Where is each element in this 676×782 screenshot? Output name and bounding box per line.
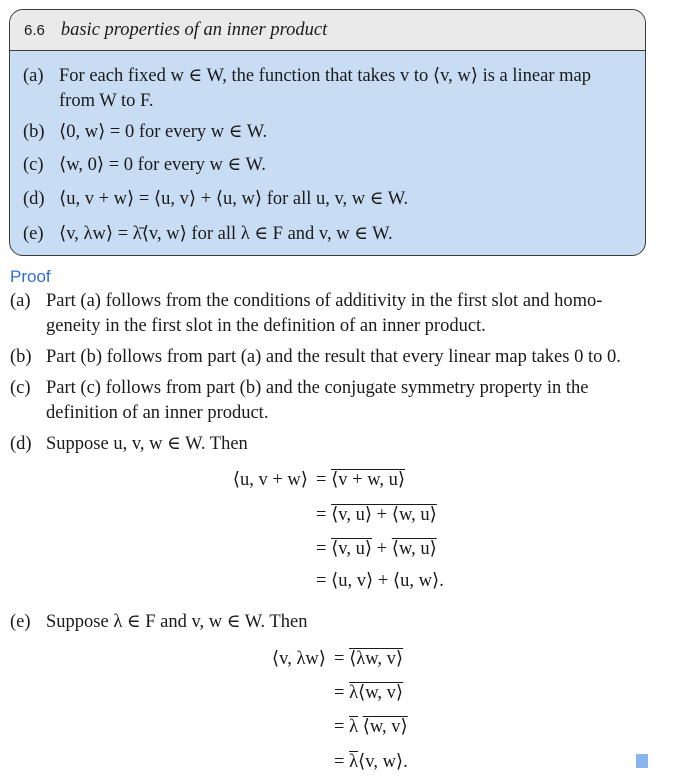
- proof-d-step-4: = ⟨u, v⟩ + ⟨u, w⟩.: [316, 571, 444, 591]
- theorem-item-e: (e) ⟨v, λw⟩ = λ̄⟨v, w⟩ for all λ ∈ F and v, w ∈ W.: [23, 224, 393, 244]
- proof-e-step-4: = $\overline{\lambda}⟨v$, w⟩.: [334, 752, 408, 772]
- qed-square-icon: [636, 754, 648, 768]
- proof-part-e-intro: (e) Suppose λ ∈ F and v, w ∈ W. Then: [10, 612, 308, 632]
- proof-d-step-1: = ⟨v + w, u⟩: [316, 470, 406, 490]
- theorem-box: [9, 9, 646, 256]
- proof-heading: Proof: [10, 267, 51, 286]
- theorem-item-b: (b) ⟨0, w⟩ = 0 for every w ∈ W.: [23, 122, 268, 142]
- proof-part-d-intro: (d) Suppose u, v, w ∈ W. Then: [10, 434, 248, 454]
- proof-e-lhs: ⟨v, λw⟩: [271, 649, 326, 669]
- theorem-item-c: (c) ⟨w, 0⟩ = 0 for every w ∈ W.: [23, 155, 266, 175]
- theorem-header: [10, 10, 645, 51]
- theorem-title: basic properties of an inner product: [60, 19, 328, 40]
- proof-part-c: (c) Part (c) follows from part (b) and the conjugate symmetry property in the definition of an inner product.: [10, 378, 589, 423]
- theorem-number: 6.6: [24, 21, 45, 39]
- proof-d-step-3: = ⟨v, u⟩ + ⟨w, u⟩: [316, 539, 437, 559]
- proof-part-b: (b) Part (b) follows from part (a) and the result that every linear map takes 0 to 0.: [10, 347, 621, 367]
- theorem-item-a: (a) For each fixed w ∈ W, the function that takes v to ⟨v, w⟩ is a linear map from W to F.: [23, 64, 635, 114]
- proof-e-step-3: = $\overline{\lambda}$ ⟨w, v⟩: [334, 717, 408, 737]
- theorem-item-a-line2: from W to F.: [59, 91, 154, 111]
- theorem-item-d: (d) ⟨u, v + w⟩ = ⟨u, v⟩ + ⟨u, w⟩ for all u, v, w ∈ W.: [23, 189, 409, 209]
- proof-d-step-2: = ⟨v, u⟩ + ⟨w, u⟩: [316, 505, 437, 525]
- proof-e-step-2: = λ⟨w, v⟩: [334, 683, 404, 703]
- proof-e-step-1: = ⟨λw, v⟩: [334, 649, 404, 669]
- theorem-item-a-line1: For each fixed w ∈ W, the function that takes v to ⟨v, w⟩ is a linear map: [59, 66, 591, 86]
- proof-part-a: (a) Part (a) follows from the conditions of additivity in the first slot and homo- geneity in the first slot in the definition of an inner product.: [10, 291, 603, 336]
- proof-d-lhs: ⟨u, v + w⟩: [232, 470, 308, 490]
